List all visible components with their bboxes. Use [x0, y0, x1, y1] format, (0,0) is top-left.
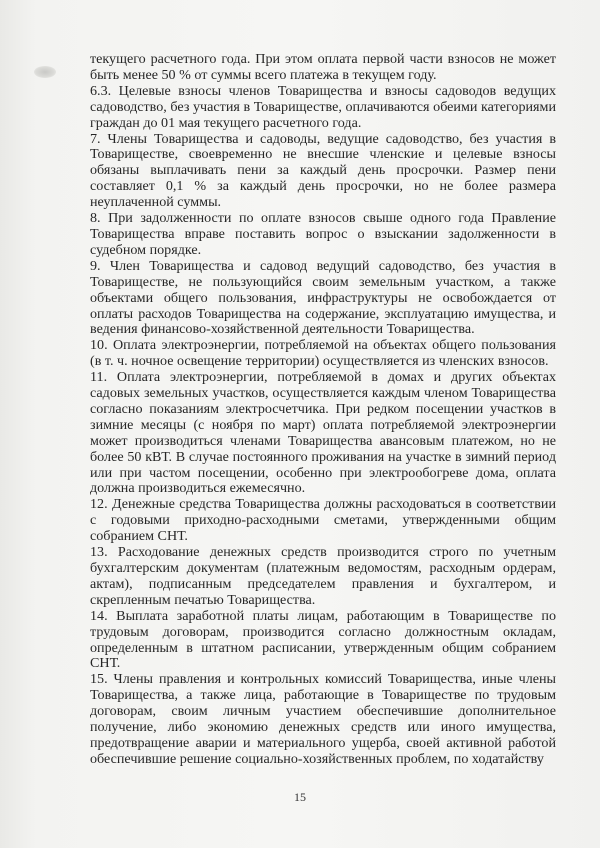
- paragraph-12: 12. Денежные средства Товарищества должны расходоваться в соответствии с годовыми приходно-расходными сметами, утвержденными общим собранием СНТ.: [90, 496, 556, 545]
- paragraph-10: 10. Оплата электроэнергии, потребляемой на объектах общего пользования (в т. ч. ночное освещение территории) осуществляется из членских взносов.: [90, 337, 556, 370]
- paragraph-continuation: текущего расчетного года. При этом оплата первой части взносов не может быть менее 50 % от суммы всего платежа в текущем году.: [90, 51, 556, 83]
- paragraph-13: 13. Расходование денежных средств производится строго по учетным бухгалтерским документам (платежным ведомостям, расходным ордерам, актам), подписанным председателем правления и бухгалтером, и скрепленным печатью Товарищества.: [90, 544, 556, 608]
- paragraph-7: 7. Члены Товарищества и садоводы, ведущие садоводство, без участия в Товариществе, своевременно не внесшие членские и целевые взносы обязаны выплачивать пени за каждый день просрочки. Размер пени составляет 0,1 % за каждый день просрочки, но не более размера неуплаченной суммы.: [90, 130, 556, 211]
- paragraph-6-3: 6.3. Целевые взносы членов Товарищества и взносы садоводов ведущих садоводство, без участия в Товариществе, оплачиваются обеими категориями граждан до 01 мая текущего расчетного года.: [90, 82, 556, 131]
- binder-hole-mark: [34, 66, 56, 78]
- paragraph-11: 11. Оплата электроэнергии, потребляемой в домах и других объектах садовых земельных участков, осуществляется каждым членом Товарищества согласно показаниям электросчетчика. При редком посещении участков в зимние месяцы (с ноября по март) оплата потребляемой электроэнергии может производиться членами Товарищества авансовым платежом, но не более 50 кВТ. В случае постоянного проживания на участке в зимний период или при частом посещении, особенно при электрообогреве дома, оплата должна производиться ежемесячно.: [90, 369, 556, 497]
- paragraph-9: 9. Член Товарищества и садовод ведущий садоводство, без участия в Товариществе, не пользующийся своим земельным участком, а также объектами общего пользования, инфраструктуры не освобождается от оплаты расходов Товарищества на содержание, эксплуатацию имущества, и ведения финансово-хозяйственной деятельности Товарищества.: [90, 257, 556, 338]
- document-body: [90, 52, 556, 768]
- page-number: 15: [294, 790, 306, 804]
- paragraph-14: 14. Выплата заработной платы лицам, работающим в Товариществе по трудовым договорам, производится согласно должностным окладам, определенным в штатном расписании, утвержденным общим собранием СНТ.: [90, 607, 556, 672]
- paragraph-8: 8. При задолженности по оплате взносов свыше одного года Правление Товарищества вправе поставить вопрос о взыскании задолженности в судебном порядке.: [90, 210, 556, 258]
- paragraph-15: 15. Члены правления и контрольных комиссий Товарищества, иные члены Товарищества, а также лица, работающие в Товариществе по трудовым договорам, своим личным участием обеспечившие дополнительное получение, либо экономию денежных средств или иного имущества, предотвращение аварии и материального ущерба, своей активной работой обеспечившие решение социально-хозяйственных проблем, по ходатайству: [90, 671, 556, 767]
